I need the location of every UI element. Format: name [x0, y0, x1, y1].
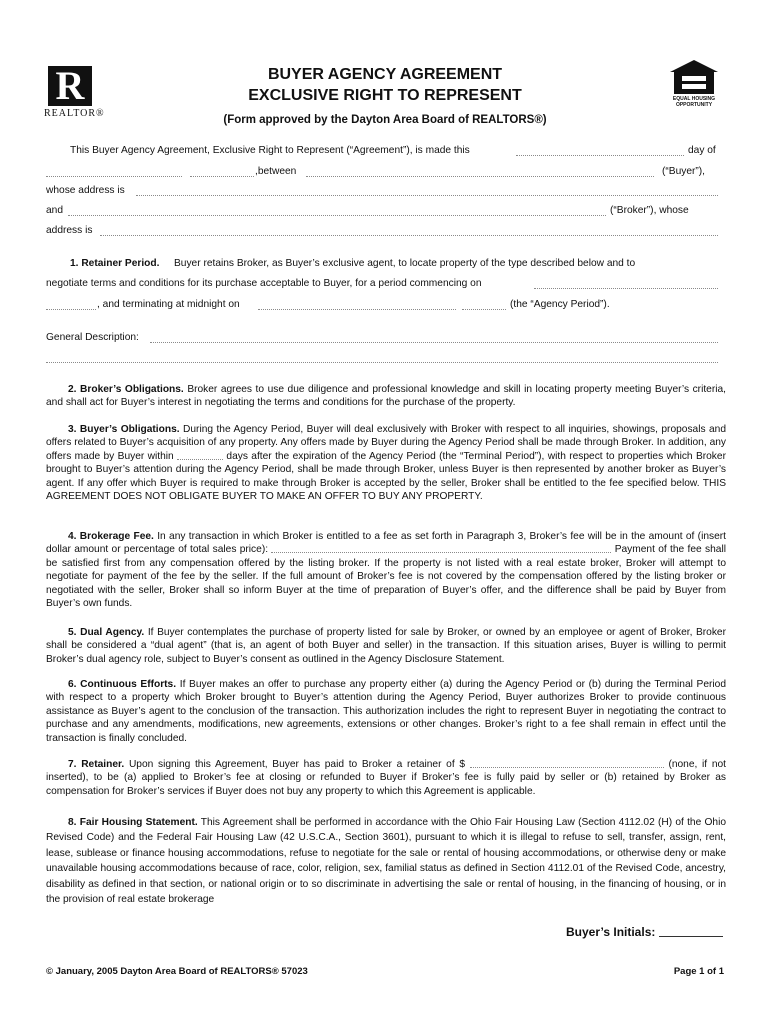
intro-and: and	[46, 205, 63, 216]
footer-copyright: © January, 2005 Dayton Area Board of REALTORS® 57023	[46, 966, 308, 977]
s1-line-2: negotiate terms and conditions for its purchase acceptable to Buyer, for a period commencing on	[46, 278, 482, 289]
intro-buyer-label: (“Buyer”),	[662, 166, 706, 177]
realtor-logo-text: REALTOR®	[44, 108, 105, 119]
terminating-date-field[interactable]	[258, 309, 456, 310]
s1-heading: 1. Retainer Period.	[70, 258, 160, 269]
s1-line-3: , and terminating at midnight on	[97, 299, 240, 310]
footer-page-number: Page 1 of 1	[673, 966, 724, 977]
s8-paragraph: 8. Fair Housing Statement. This Agreement shall be performed in accordance with the Ohio Fair Housing Law (Section 4112.02 (H) of the Ohio Revised Code) and the Federal Fair Housing Law (42 U.S.C.A., Section 3601), pursuant to which it is illegal to refuse to sell, transfer, assign, rent, lease, sublease or finance housing accommodations, refuse to negotiate for the sale or rental of housing accommodations, or otherwise deny or make unavailable housing accommodations because of race, color, religion, sex, familial status as defined in Section 4112.01 of the Revised Code, ancestry, disability as defined in that section, or national origin or to so discriminate in advertising the sale or rental of housing, in the financing of housing, or in the provision of real estate brokerage	[46, 817, 726, 906]
month-field[interactable]	[46, 176, 182, 177]
buyer-initials: Buyer’s Initials:	[566, 925, 723, 939]
general-description-field-1[interactable]	[150, 342, 718, 343]
intro-broker-address-label: address is	[46, 225, 93, 236]
commencing-date-field[interactable]	[534, 288, 718, 289]
year-field[interactable]	[190, 176, 254, 177]
document-title-line2: EXCLUSIVE RIGHT TO REPRESENT	[248, 87, 522, 104]
document-subtitle: (Form approved by the Dayton Area Board of REALTORS®)	[223, 114, 547, 126]
s4-paragraph: 4. Brokerage Fee. In any transaction in which Broker is entitled to a fee as set forth in Paragraph 3, Broker’s fee will be in the amount of (insert dollar amount or percentage of total sales price): Payment of the fee shall be satisfied first from any compensation offered by the listing broker. If the property is not listed with a real estate broker, Broker will attempt to negotiate for payment of the fee by the seller. If the full amount of Broker’s fee is not covered by the compensation offered by the listing broker or negotiated with the seller, Broker shall so inform Buyer at the time of preparation of Buyer’s offer, and the difference shall be paid by Buyer from Buyer’s own funds.	[46, 531, 726, 610]
s2-paragraph: 2. Broker’s Obligations. Broker agrees to use due diligence and professional knowledge and skill in locating property meeting Buyer’s criteria, and shall act for Buyer’s interest in negotiating the terms and conditions for the purchase of the property.	[46, 384, 726, 409]
equal-housing-text: EQUAL HOUSING OPPORTUNITY	[672, 96, 716, 108]
realtor-logo: R REALTOR®	[44, 63, 105, 119]
buyer-name-field[interactable]	[306, 176, 654, 177]
fee-amount-field[interactable]	[271, 543, 611, 553]
s3-paragraph: 3. Buyer’s Obligations. During the Agency Period, Buyer will deal exclusively with Broker with respect to all inquiries, showings, proposals and offers related to Buyer’s acquisition of any property. Any offers made by Buyer during the Agency Period shall be made through Broker. In addition, any offers made by Buyer within days after the expiration of the Agency Period (the “Terminal Period”), with respect to properties which Broker brought to Buyer’s attention during the Agency Period, shall be made through Broker, unless Buyer is then represented by another broker as Buyer’s agent. If any offer which Buyer is required to make through Broker is accepted by the seller, Broker shall be entitled to the fee specified below. THIS AGREEMENT DOES NOT OBLIGATE BUYER TO MAKE AN OFFER TO BUY ANY PROPERTY.	[46, 424, 726, 503]
document-title-line1: BUYER AGENCY AGREEMENT	[267, 66, 503, 83]
s6-paragraph: 6. Continuous Efforts. If Buyer makes an offer to purchase any property either (a) during the Agency Period or (b) during the Terminal Period with respect to a property which Broker brought to Buyer’s attention during the Agency Period, Buyer authorizes Broker to provide continuous assistance as Buyer’s agent to the conclusion of the transaction. This authorization includes the right to represent Buyer in negotiating the contract to purchase and any amendments, modifications, new agreements, extensions or other changes. Broker’s right to a fee shall remain in effect until the transaction is finally concluded.	[46, 679, 726, 744]
intro-broker-label: (“Broker”), whose	[610, 205, 689, 216]
intro-address-label: whose address is	[46, 185, 125, 196]
general-description-field-2[interactable]	[46, 362, 718, 363]
buyer-initials-field[interactable]	[659, 926, 723, 937]
s5-paragraph: 5. Dual Agency. If Buyer contemplates the purchase of property listed for sale by Broker, or owned by an employee or agent of Broker, Broker shall be considered a “dual agent” (that is, an agent of both Buyer and seller) in the transaction. If this situation arises, Buyer is willing to permit Broker’s dual agency role, subject to Buyer’s consent as outlined in the Agency Disclosure Statement.	[46, 627, 726, 665]
commencing-year-field[interactable]	[46, 309, 96, 310]
broker-name-field[interactable]	[68, 215, 606, 216]
intro-day-of: day of	[688, 145, 716, 156]
terminating-year-field[interactable]	[462, 309, 506, 310]
intro-line-1: This Buyer Agency Agreement, Exclusive Right to Represent (“Agreement”), is made this	[70, 145, 470, 156]
s1-line-1: Buyer retains Broker, as Buyer’s exclusive agent, to locate property of the type described below and to	[174, 258, 636, 269]
broker-address-field[interactable]	[100, 235, 718, 236]
s1-general-description: General Description:	[46, 332, 139, 343]
retainer-amount-field[interactable]	[470, 758, 664, 768]
buyer-address-field[interactable]	[136, 195, 718, 196]
day-field[interactable]	[516, 155, 684, 156]
intro-between: ,between	[255, 166, 297, 177]
s7-paragraph: 7. Retainer. Upon signing this Agreement, Buyer has paid to Broker a retainer of $ (none, if not inserted), to be (a) applied to Broker’s fee at closing or refunded to Buyer if Broker’s fee is fully paid by seller or (b) retained by Broker as compensation for Broker’s services if Buyer does not buy any property to which this Agreement is applicable.	[46, 759, 726, 797]
s1-agency-period: (the “Agency Period”).	[510, 299, 610, 310]
terminal-days-field[interactable]	[177, 450, 223, 460]
